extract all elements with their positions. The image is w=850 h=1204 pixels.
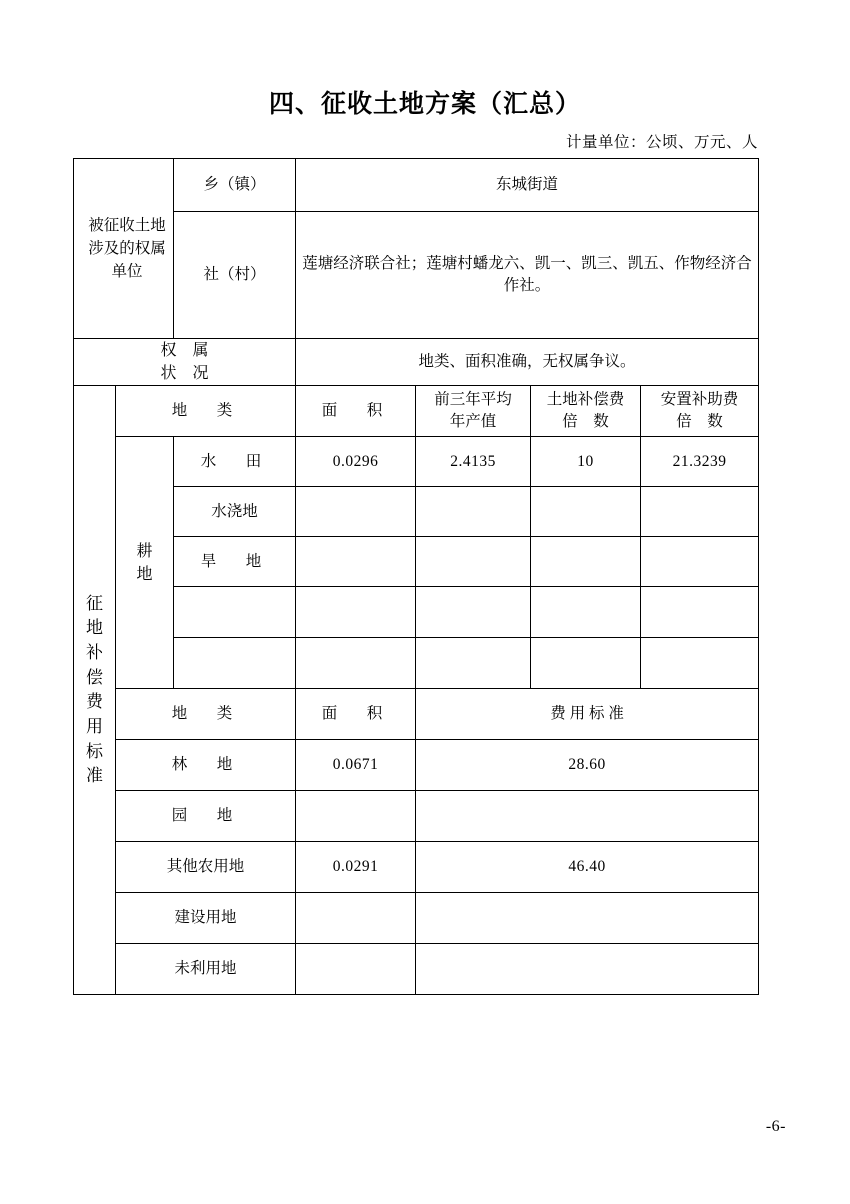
vertical-label-char-3: 偿 bbox=[86, 667, 103, 687]
cell-land-comp-multiple bbox=[531, 487, 641, 537]
header-land-comp-line2: 倍 数 bbox=[562, 413, 609, 431]
header-land-type-primary: 地 类 bbox=[116, 386, 296, 437]
table-row-ownership-status bbox=[74, 339, 759, 386]
header-area-primary: 面 积 bbox=[296, 386, 416, 437]
table-row bbox=[74, 587, 759, 638]
table-row bbox=[74, 437, 759, 487]
ownership-status-label-line1: 权 属 bbox=[160, 342, 209, 359]
cell-avg-yield bbox=[416, 638, 531, 689]
table-row bbox=[74, 791, 759, 842]
table-row bbox=[74, 944, 759, 995]
cultivated-label-char-0: 耕 bbox=[136, 542, 153, 560]
cell-area: 0.0296 bbox=[296, 437, 416, 487]
cultivated-label-char-1: 地 bbox=[136, 565, 153, 583]
cell-land-comp-multiple bbox=[531, 537, 641, 587]
ownership-status-label bbox=[74, 339, 296, 386]
cell-land-comp-multiple bbox=[531, 638, 641, 689]
table-row bbox=[74, 842, 759, 893]
cell-land-type: 林 地 bbox=[116, 740, 296, 791]
cell-area bbox=[296, 893, 416, 944]
cell-avg-yield bbox=[416, 587, 531, 638]
table-row bbox=[74, 740, 759, 791]
vertical-label-char-1: 地 bbox=[86, 618, 103, 638]
cell-resettle-multiple bbox=[641, 487, 759, 537]
cell-avg-yield: 2.4135 bbox=[416, 437, 531, 487]
vertical-label-char-7: 准 bbox=[86, 766, 103, 786]
village-value: 莲塘经济联合社；莲塘村蟠龙六、凯一、凯三、凯五、作物经济合作社。 bbox=[296, 212, 759, 339]
cell-land-type: 其他农用地 bbox=[116, 842, 296, 893]
cell-land-type: 水 田 bbox=[174, 437, 296, 487]
measurement-unit-note: 计量单位：公顷、万元、人 bbox=[565, 134, 758, 151]
cell-land-comp-multiple bbox=[531, 587, 641, 638]
cell-fee-standard bbox=[416, 893, 759, 944]
cell-resettle-multiple bbox=[641, 587, 759, 638]
cell-land-type: 园 地 bbox=[116, 791, 296, 842]
cell-land-type: 旱 地 bbox=[174, 537, 296, 587]
cell-area bbox=[296, 791, 416, 842]
cell-land-type bbox=[174, 638, 296, 689]
cell-area bbox=[296, 487, 416, 537]
header-resettle-line1: 安置补助费 bbox=[660, 390, 739, 408]
header-avg-yield-line2: 年产值 bbox=[449, 413, 497, 431]
header-resettlement-subsidy-multiple bbox=[641, 386, 759, 437]
table-row bbox=[74, 487, 759, 537]
cell-land-type: 建设用地 bbox=[116, 893, 296, 944]
table-row bbox=[74, 893, 759, 944]
cell-fee-standard: 46.40 bbox=[416, 842, 759, 893]
cell-resettle-multiple bbox=[641, 537, 759, 587]
cell-area bbox=[296, 944, 416, 995]
header-fee-standard: 费 用 标 准 bbox=[416, 689, 759, 740]
cell-resettle-multiple: 21.3239 bbox=[641, 437, 759, 487]
ownership-status-value: 地类、面积准确，无权属争议。 bbox=[296, 339, 759, 386]
page-title: 四、征收土地方案（汇总） bbox=[268, 91, 581, 118]
vertical-label-char-2: 补 bbox=[86, 643, 103, 663]
cell-area: 0.0291 bbox=[296, 842, 416, 893]
cell-land-type bbox=[174, 587, 296, 638]
cell-fee-standard: 28.60 bbox=[416, 740, 759, 791]
header-area-secondary: 面 积 bbox=[296, 689, 416, 740]
ownership-status-label-line2: 状 况 bbox=[160, 365, 209, 383]
village-label: 社（村） bbox=[174, 212, 296, 339]
header-avg-annual-yield bbox=[416, 386, 531, 437]
table-row bbox=[74, 638, 759, 689]
table-row bbox=[74, 537, 759, 587]
table-row-village bbox=[74, 212, 759, 339]
header-land-comp-line1: 土地补偿费 bbox=[546, 390, 625, 408]
ownership-units-label: 被征收土地涉及的权属单位 bbox=[74, 159, 174, 339]
cell-area bbox=[296, 587, 416, 638]
cell-area: 0.0671 bbox=[296, 740, 416, 791]
cell-avg-yield bbox=[416, 487, 531, 537]
cultivated-land-group-label bbox=[116, 437, 174, 689]
cell-land-type: 水浇地 bbox=[174, 487, 296, 537]
township-value: 东城街道 bbox=[296, 159, 759, 212]
cell-fee-standard bbox=[416, 944, 759, 995]
cell-area bbox=[296, 537, 416, 587]
land-requisition-table bbox=[73, 158, 759, 995]
vertical-label-char-0: 征 bbox=[86, 593, 103, 613]
header-resettle-line2: 倍 数 bbox=[676, 413, 723, 431]
cell-avg-yield bbox=[416, 537, 531, 587]
compensation-standard-vertical-label bbox=[74, 386, 116, 995]
page-number: -6- bbox=[765, 1118, 786, 1135]
township-label: 乡（镇） bbox=[174, 159, 296, 212]
cell-area bbox=[296, 638, 416, 689]
vertical-label-char-4: 费 bbox=[86, 692, 103, 712]
vertical-label-char-5: 用 bbox=[86, 717, 103, 737]
header-avg-yield-line1: 前三年平均 bbox=[434, 390, 512, 408]
table-row-township bbox=[74, 159, 759, 212]
table-header-row-secondary bbox=[74, 689, 759, 740]
table-header-row-primary bbox=[74, 386, 759, 437]
header-land-type-secondary: 地 类 bbox=[116, 689, 296, 740]
cell-land-comp-multiple: 10 bbox=[531, 437, 641, 487]
cell-land-type: 未利用地 bbox=[116, 944, 296, 995]
header-land-compensation-multiple bbox=[531, 386, 641, 437]
cell-resettle-multiple bbox=[641, 638, 759, 689]
cell-fee-standard bbox=[416, 791, 759, 842]
vertical-label-char-6: 标 bbox=[86, 741, 103, 761]
